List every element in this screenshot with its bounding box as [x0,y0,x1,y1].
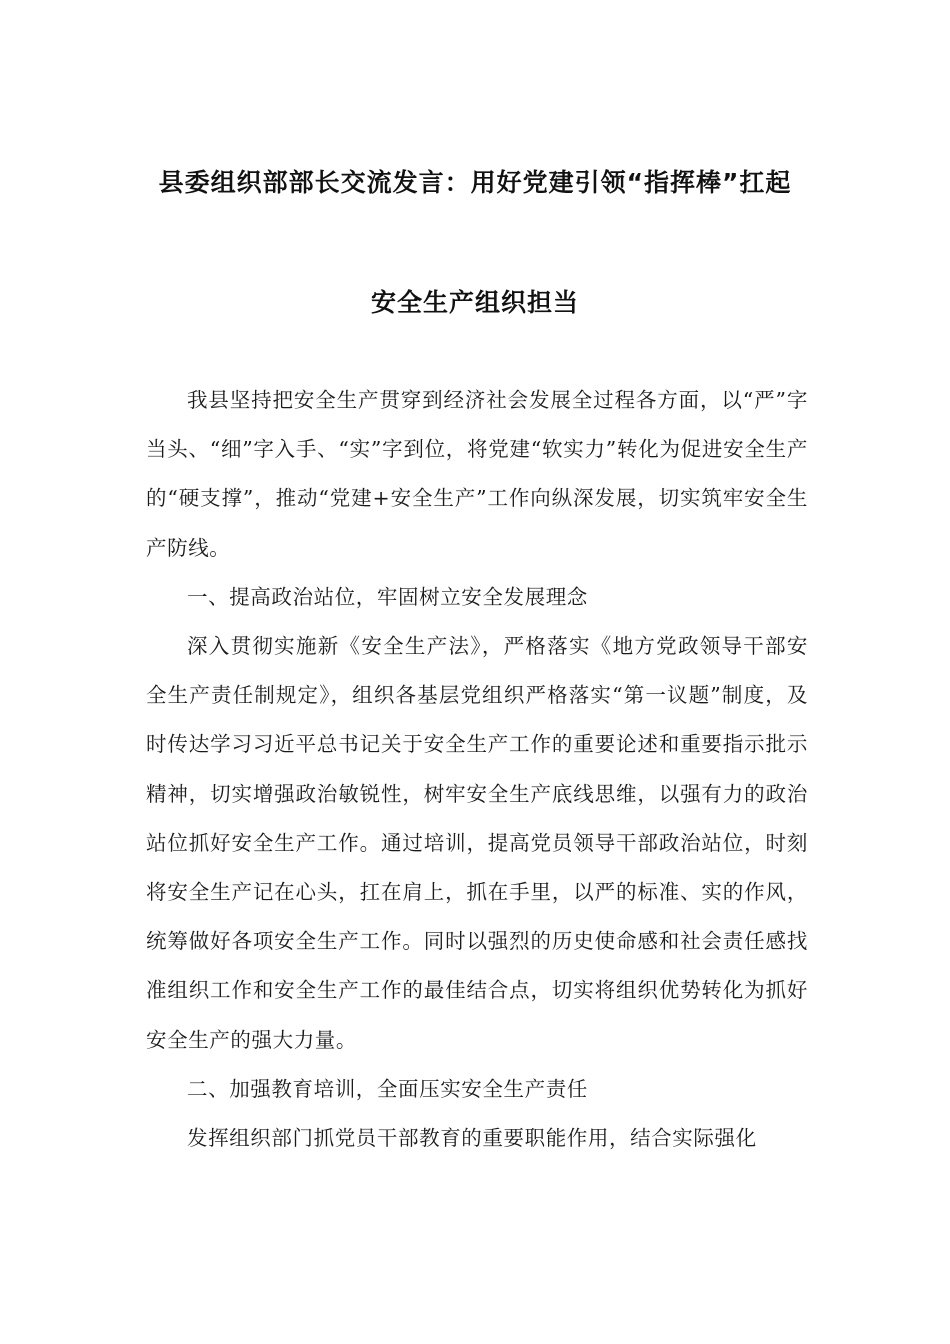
document-title-line-1: 县委组织部部长交流发言：用好党建引领“指挥棒”扛起 [158,168,792,197]
document-title-line-2: 安全生产组织担当 [370,288,579,317]
section-heading-2: 二、加强教育培训，全面压实安全生产责任 [187,1076,588,1101]
section-2-paragraph: 发挥组织部门抓党员干部教育的重要职能作用，结合实际强化 [187,1126,757,1151]
section-1-paragraph: 深入贯彻实施新《安全生产法》，严格落实《地方党政领导干部安全生产责任制规定》，组织各基层党组织严格落实“第一议题”制度，及时传达学习习近平总书记关于安全生产工作的重要论述和重要指示批示精神，切实增强政治敏锐性，树牢安全生产底线思维，以强有力的政治站位抓好安全生产工作。通过培训，提高党员领导干部政治站位，时刻将安全生产记在心头，扛在肩上，抓在手里，以严的标准、实的作风，统筹做好各项安全生产工作。同时以强烈的历史使命感和社会责任感找准组织工作和安全生产工作的最佳结合点，切实将组织优势转化为抓好安全生产的强大力量。 [146,634,808,1052]
section-heading-1: 一、提高政治站位，牢固树立安全发展理念 [187,584,588,609]
document-body [146,376,808,1163]
intro-paragraph: 我县坚持把安全生产贯穿到经济社会发展全过程各方面，以“严”字当头、“细”字入手、“实”字到位，将党建“软实力”转化为促进安全生产的“硬支撑”，推动“党建+安全生产”工作向纵深发展，切实筑牢安全生产防线。 [146,388,808,560]
